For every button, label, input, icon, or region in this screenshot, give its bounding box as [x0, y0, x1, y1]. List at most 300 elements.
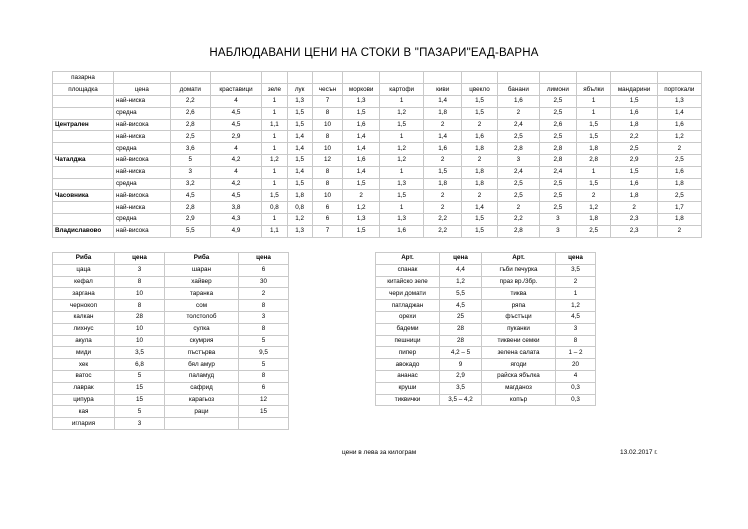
table-row: [53, 107, 702, 119]
price-cell: 4,2: [210, 178, 262, 190]
price-cell: 1,6: [611, 178, 657, 190]
item-price: 28: [440, 335, 482, 347]
item-price: 20: [556, 359, 596, 371]
price-level: най-ниска: [114, 96, 171, 108]
header-blank-4: [312, 72, 343, 84]
table-row: [53, 202, 702, 214]
item-name: лаврак: [53, 382, 115, 394]
price-cell: 1,2: [576, 202, 611, 214]
table-row: [53, 190, 702, 202]
price-cell: 1,3: [343, 213, 380, 225]
price-cell: 8: [312, 166, 343, 178]
price-cell: 2,8: [170, 202, 210, 214]
price-cell: 2,9: [611, 154, 657, 166]
item-name: зелена салата: [482, 347, 556, 359]
table-row: [53, 166, 702, 178]
price-cell: 1,8: [424, 178, 462, 190]
price-cell: 4,9: [210, 225, 262, 237]
price-cell: 2,5: [539, 107, 576, 119]
price-cell: 2,6: [539, 119, 576, 131]
item-name: бадеми: [376, 323, 440, 335]
price-cell: 1,8: [611, 119, 657, 131]
price-cell: 1,6: [611, 107, 657, 119]
market-price-table: [52, 71, 702, 238]
price-cell: 1,8: [462, 143, 498, 155]
price-cell: 1,5: [611, 166, 657, 178]
price-cell: 2,4: [539, 166, 576, 178]
price-cell: 1,5: [287, 178, 312, 190]
price-cell: 1,2: [380, 143, 424, 155]
header-blank-12: [611, 72, 657, 84]
table-row: [53, 225, 702, 237]
price-cell: 1,3: [287, 96, 312, 108]
item-price: 4: [556, 370, 596, 382]
price-cell: 2: [462, 154, 498, 166]
price-cell: 1,2: [380, 154, 424, 166]
price-cell: 7: [312, 96, 343, 108]
price-cell: 4,2: [210, 154, 262, 166]
item-price: 8: [239, 370, 289, 382]
price-level: най-висока: [114, 154, 171, 166]
item-name: спанак: [376, 264, 440, 276]
price-cell: 6: [312, 202, 343, 214]
table-row: [53, 96, 702, 108]
price-cell: 2,5: [539, 202, 576, 214]
item-name: иглария: [53, 418, 115, 430]
price-cell: 1,6: [497, 96, 539, 108]
price-cell: 3,6: [170, 143, 210, 155]
price-cell: 0,8: [287, 202, 312, 214]
price-cell: 2,8: [497, 225, 539, 237]
table-row: [53, 131, 702, 143]
column-header: ябълки: [576, 84, 611, 96]
table-row: [53, 323, 289, 335]
market-name-blank: [53, 178, 114, 190]
item-price: 10: [115, 288, 165, 300]
item-name: хайвер: [165, 276, 239, 288]
item-name: бял амур: [165, 359, 239, 371]
price-cell: 1,5: [462, 107, 498, 119]
price-cell: 2,4: [497, 119, 539, 131]
item-name: ципура: [53, 394, 115, 406]
price-cell: 2: [657, 225, 701, 237]
price-level: най-ниска: [114, 131, 171, 143]
item-name: авокадо: [376, 359, 440, 371]
table-row: [53, 154, 702, 166]
price-cell: 1: [576, 96, 611, 108]
item-price: 4,2 – 5: [440, 347, 482, 359]
item-price: 15: [115, 382, 165, 394]
market-name-blank: [53, 96, 114, 108]
header-market-line2: площадка: [53, 84, 114, 96]
item-price: 8: [115, 276, 165, 288]
price-cell: 12: [312, 154, 343, 166]
price-cell: 1,5: [462, 213, 498, 225]
price-cell: 2: [424, 190, 462, 202]
table-row: [53, 406, 289, 418]
item-price: 3,5 – 4,2: [440, 394, 482, 406]
table-row: [376, 394, 596, 406]
item-name: [165, 418, 239, 430]
price-cell: 2,2: [497, 213, 539, 225]
price-cell: 1,8: [657, 213, 701, 225]
price-cell: 2: [497, 202, 539, 214]
price-cell: 10: [312, 119, 343, 131]
price-cell: 1,5: [343, 178, 380, 190]
item-name: раци: [165, 406, 239, 418]
price-cell: 1: [262, 178, 287, 190]
price-cell: 1,3: [380, 178, 424, 190]
item-price: 6: [239, 264, 289, 276]
item-name: пъстърва: [165, 347, 239, 359]
item-price: 0,3: [556, 394, 596, 406]
price-cell: 2: [611, 202, 657, 214]
price-cell: 1: [380, 131, 424, 143]
item-name: карагьоз: [165, 394, 239, 406]
table-row: [376, 382, 596, 394]
item-price: 5: [239, 359, 289, 371]
price-cell: 2,2: [424, 213, 462, 225]
item-price: 8: [239, 323, 289, 335]
price-cell: 1,4: [287, 143, 312, 155]
price-cell: 2,5: [657, 154, 701, 166]
column-header: цвекло: [462, 84, 498, 96]
market-name-blank: [53, 202, 114, 214]
price-cell: 0,8: [262, 202, 287, 214]
item-price: 28: [440, 323, 482, 335]
price-cell: 1: [380, 96, 424, 108]
item-name: тиквени семки: [482, 335, 556, 347]
table-row: [376, 264, 596, 276]
price-cell: 2,3: [611, 213, 657, 225]
market-name-blank: [53, 131, 114, 143]
page-title: НАБЛЮДАВАНИ ЦЕНИ НА СТОКИ В "ПАЗАРИ"ЕАД-ВАРНА: [209, 47, 539, 59]
item-price: 3,5: [440, 382, 482, 394]
item-price: 1: [556, 288, 596, 300]
price-cell: 2,5: [170, 131, 210, 143]
header-blank: [114, 72, 171, 84]
item-name: гъби печурка: [482, 264, 556, 276]
price-cell: 1,5: [380, 119, 424, 131]
price-cell: 1,2: [657, 131, 701, 143]
price-cell: 4: [210, 143, 262, 155]
header-row: [53, 84, 702, 96]
table-row: [53, 178, 702, 190]
item-price: [239, 418, 289, 430]
price-cell: 2,5: [611, 143, 657, 155]
item-price: 0,3: [556, 382, 596, 394]
price-cell: 1,1: [262, 225, 287, 237]
item-price: 15: [115, 394, 165, 406]
item-name: пешници: [376, 335, 440, 347]
item-price: 3,5: [556, 264, 596, 276]
item-name: магданоз: [482, 382, 556, 394]
price-cell: 1,3: [380, 213, 424, 225]
item-name: патладжан: [376, 300, 440, 312]
item-name: заргана: [53, 288, 115, 300]
price-cell: 2,3: [611, 225, 657, 237]
item-price: 2: [556, 276, 596, 288]
item-name: фъстъци: [482, 311, 556, 323]
item-name: тиква: [482, 288, 556, 300]
column-header: Арт.: [482, 253, 556, 265]
market-name-blank: [53, 143, 114, 155]
item-price: 4,5: [556, 311, 596, 323]
item-price: 12: [239, 394, 289, 406]
item-price: 3: [239, 311, 289, 323]
column-header: Риба: [165, 253, 239, 265]
price-cell: 1,8: [424, 107, 462, 119]
item-price: 6,8: [115, 359, 165, 371]
price-cell: 1,3: [287, 225, 312, 237]
table-row: [376, 288, 596, 300]
item-price: 3: [115, 418, 165, 430]
price-cell: 2,2: [170, 96, 210, 108]
price-cell: 8: [312, 107, 343, 119]
price-cell: 1,2: [262, 154, 287, 166]
price-level: най-висока: [114, 225, 171, 237]
header-blank-6: [380, 72, 424, 84]
price-cell: 2: [497, 107, 539, 119]
price-cell: 8: [312, 131, 343, 143]
price-cell: 1,4: [343, 131, 380, 143]
price-cell: 1: [262, 96, 287, 108]
item-name: чери домати: [376, 288, 440, 300]
item-name: круши: [376, 382, 440, 394]
table-row: [53, 300, 289, 312]
price-cell: 2,9: [170, 213, 210, 225]
column-header: портокали: [657, 84, 701, 96]
item-price: 3,5: [115, 347, 165, 359]
price-cell: 1,2: [380, 107, 424, 119]
price-cell: 2,5: [497, 190, 539, 202]
price-cell: 1,5: [343, 225, 380, 237]
price-cell: 1,4: [657, 107, 701, 119]
price-cell: 2,8: [576, 154, 611, 166]
header-blank-1: [210, 72, 262, 84]
price-cell: 2,6: [170, 107, 210, 119]
price-cell: 2,8: [539, 143, 576, 155]
price-cell: 4: [210, 96, 262, 108]
price-level: най-висока: [114, 190, 171, 202]
price-cell: 2: [424, 119, 462, 131]
item-price: 8: [556, 335, 596, 347]
price-cell: 1,8: [462, 166, 498, 178]
item-price: 30: [239, 276, 289, 288]
item-price: 2,9: [440, 370, 482, 382]
price-level: средна: [114, 107, 171, 119]
price-cell: 1,3: [343, 96, 380, 108]
price-cell: 1: [380, 166, 424, 178]
item-name: кефал: [53, 276, 115, 288]
market-name: Чаталджа: [53, 154, 114, 166]
price-cell: 1,6: [343, 154, 380, 166]
column-header: зеле: [262, 84, 287, 96]
price-cell: 1,4: [287, 166, 312, 178]
table-row: [53, 213, 702, 225]
column-header: картофи: [380, 84, 424, 96]
price-cell: 2: [424, 202, 462, 214]
item-price: 5,5: [440, 288, 482, 300]
item-price: 9,5: [239, 347, 289, 359]
price-cell: 1,5: [287, 107, 312, 119]
item-price: 6: [239, 382, 289, 394]
price-cell: 1,4: [424, 131, 462, 143]
price-cell: 1,5: [576, 131, 611, 143]
price-cell: 1,8: [611, 190, 657, 202]
price-cell: 1,3: [657, 96, 701, 108]
price-level: най-висока: [114, 119, 171, 131]
item-price: 4,4: [440, 264, 482, 276]
price-cell: 2: [657, 143, 701, 155]
price-cell: 3: [539, 213, 576, 225]
column-header: киви: [424, 84, 462, 96]
item-name: чернокоп: [53, 300, 115, 312]
price-cell: 2,5: [657, 190, 701, 202]
price-cell: 2,8: [170, 119, 210, 131]
item-price: 8: [239, 300, 289, 312]
header-market: пазарна: [53, 72, 114, 84]
item-name: калкан: [53, 311, 115, 323]
item-price: 28: [115, 311, 165, 323]
header-row: [53, 72, 702, 84]
price-cell: 1,5: [424, 166, 462, 178]
price-cell: 2,8: [497, 143, 539, 155]
price-cell: 1: [576, 166, 611, 178]
price-cell: 1,6: [380, 225, 424, 237]
table-row: [53, 288, 289, 300]
price-cell: 1,4: [343, 166, 380, 178]
table-row: [53, 143, 702, 155]
price-cell: 8: [312, 178, 343, 190]
table-row: [376, 300, 596, 312]
table-row: [376, 311, 596, 323]
price-cell: 3,2: [170, 178, 210, 190]
item-name: сулка: [165, 323, 239, 335]
header-blank-2: [262, 72, 287, 84]
table-row: [53, 311, 289, 323]
price-cell: 3: [497, 154, 539, 166]
column-header: цена: [115, 253, 165, 265]
price-cell: 1,4: [424, 96, 462, 108]
price-cell: 2: [462, 190, 498, 202]
table-row: [53, 264, 289, 276]
price-cell: 1,6: [657, 166, 701, 178]
table-row: [376, 370, 596, 382]
price-cell: 1,4: [287, 131, 312, 143]
price-cell: 4,5: [170, 190, 210, 202]
table-row: [53, 119, 702, 131]
price-cell: 1: [262, 107, 287, 119]
market-name-blank: [53, 213, 114, 225]
price-level: средна: [114, 178, 171, 190]
item-name: тиквички: [376, 394, 440, 406]
price-cell: 1: [262, 143, 287, 155]
table-row: [376, 276, 596, 288]
header-blank-3: [287, 72, 312, 84]
table-row: [53, 382, 289, 394]
price-cell: 1,2: [287, 213, 312, 225]
header-blank-11: [576, 72, 611, 84]
table-row: [53, 418, 289, 430]
price-cell: 1,2: [343, 202, 380, 214]
item-name: толстолоб: [165, 311, 239, 323]
market-name: Часовника: [53, 190, 114, 202]
price-level: средна: [114, 143, 171, 155]
item-name: цаца: [53, 264, 115, 276]
market-name-blank: [53, 166, 114, 178]
price-level: средна: [114, 213, 171, 225]
item-name: ягоди: [482, 359, 556, 371]
item-price: 3: [115, 264, 165, 276]
price-cell: 1,5: [576, 119, 611, 131]
price-cell: 5,5: [170, 225, 210, 237]
table-row: [53, 394, 289, 406]
price-cell: 1,6: [462, 131, 498, 143]
item-name: пуканки: [482, 323, 556, 335]
table-row: [53, 370, 289, 382]
table-row: [53, 347, 289, 359]
price-cell: 1,5: [380, 190, 424, 202]
header-blank-10: [539, 72, 576, 84]
table-row: [376, 347, 596, 359]
price-cell: 2,8: [539, 154, 576, 166]
price-cell: 1: [380, 202, 424, 214]
column-header: цена: [239, 253, 289, 265]
price-cell: 2,5: [539, 131, 576, 143]
table-row: [376, 335, 596, 347]
column-header: цена: [556, 253, 596, 265]
item-price: 1,2: [440, 276, 482, 288]
header-blank-8: [462, 72, 498, 84]
price-cell: 2,2: [611, 131, 657, 143]
item-name: лихнус: [53, 323, 115, 335]
item-name: сом: [165, 300, 239, 312]
item-name: миди: [53, 347, 115, 359]
table-row: [53, 359, 289, 371]
item-price: 1 – 2: [556, 347, 596, 359]
item-name: скумрия: [165, 335, 239, 347]
price-cell: 1,5: [462, 96, 498, 108]
market-name-blank: [53, 107, 114, 119]
header-row: [53, 253, 289, 265]
item-price: 25: [440, 311, 482, 323]
price-cell: 3: [539, 225, 576, 237]
price-cell: 1,8: [576, 213, 611, 225]
header-blank-7: [424, 72, 462, 84]
item-price: 5: [115, 406, 165, 418]
table-row: [376, 359, 596, 371]
header-blank-9: [497, 72, 539, 84]
price-cell: 1,8: [462, 178, 498, 190]
price-cell: 1,5: [287, 154, 312, 166]
header-row: [376, 253, 596, 265]
item-price: 3: [556, 323, 596, 335]
price-cell: 4,5: [210, 119, 262, 131]
item-name: паламуд: [165, 370, 239, 382]
item-price: 15: [239, 406, 289, 418]
item-name: акула: [53, 335, 115, 347]
fish-price-table: [52, 252, 289, 430]
price-cell: 1,4: [462, 202, 498, 214]
price-cell: 2: [462, 119, 498, 131]
item-name: шаран: [165, 264, 239, 276]
price-cell: 1,5: [611, 96, 657, 108]
price-cell: 6: [312, 213, 343, 225]
table-row: [53, 276, 289, 288]
price-cell: 2,9: [210, 131, 262, 143]
column-header: мандарини: [611, 84, 657, 96]
